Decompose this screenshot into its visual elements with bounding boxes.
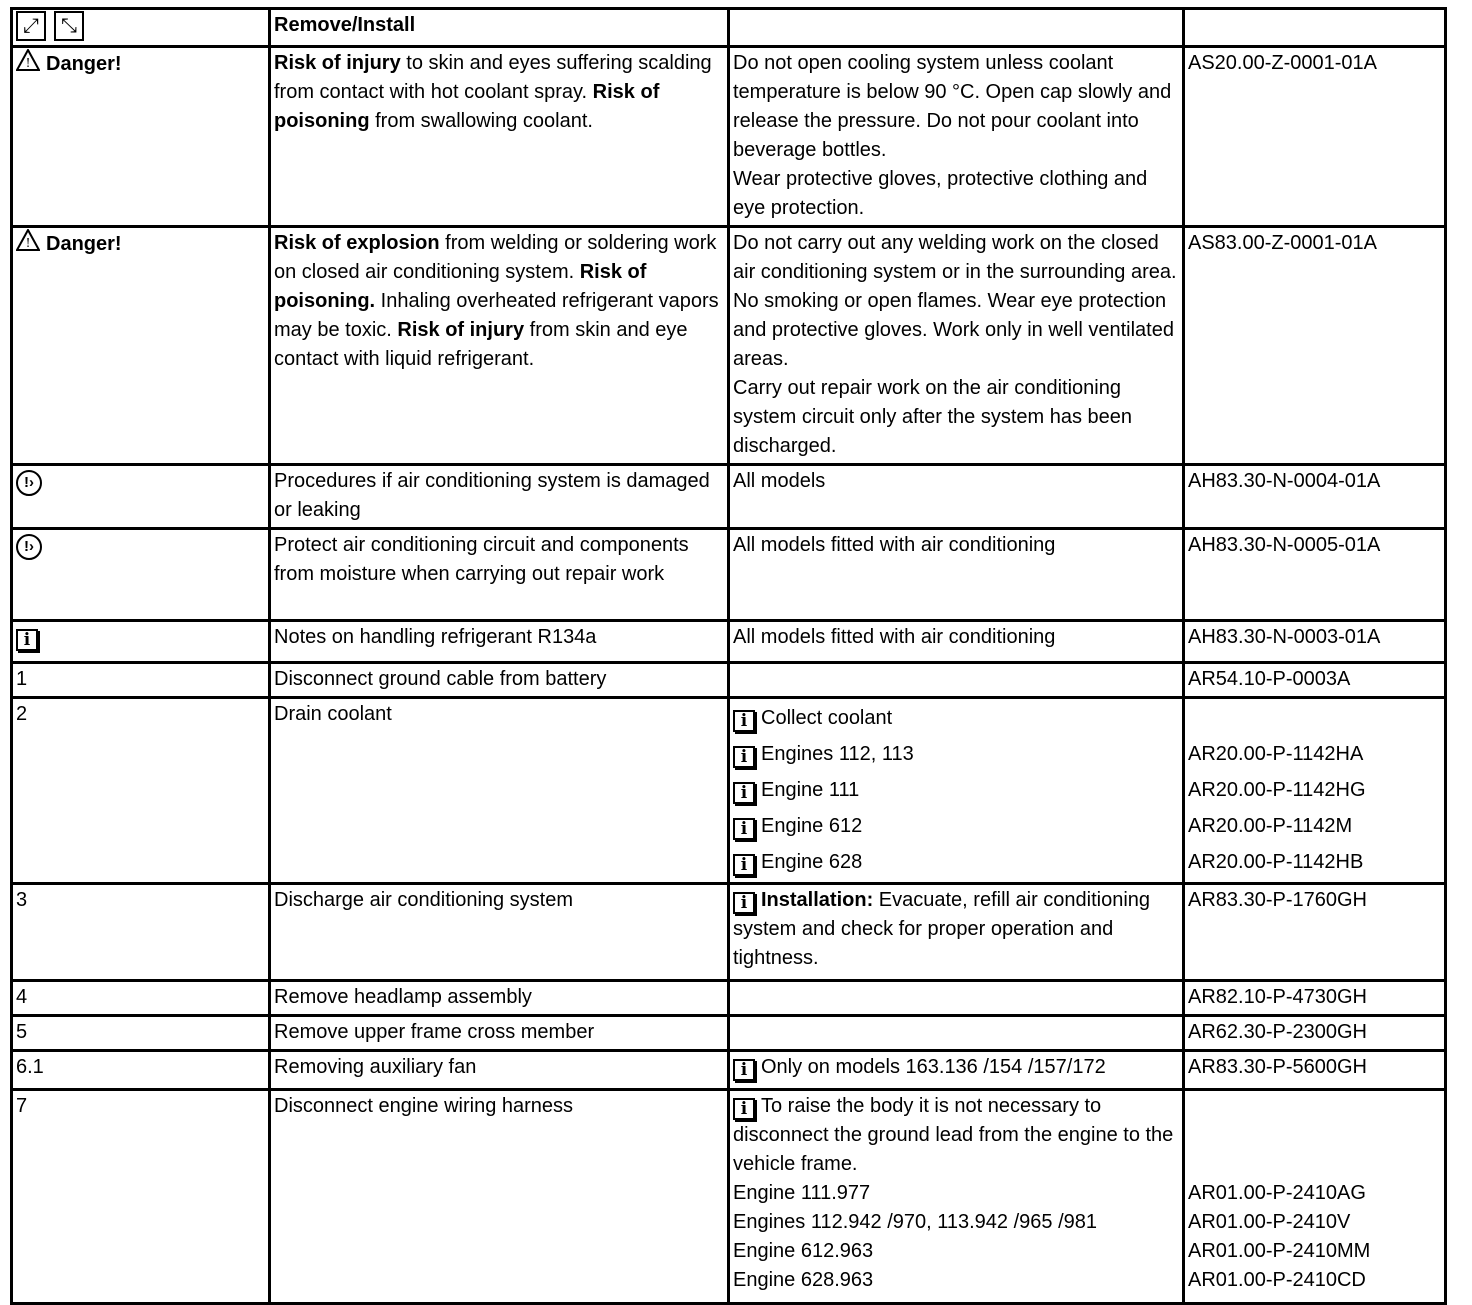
description-text: Disconnect ground cable from battery bbox=[274, 668, 607, 690]
note bbox=[733, 1179, 1179, 1208]
reference-link[interactable]: AR54.10-P-0003A bbox=[1188, 668, 1351, 690]
info-icon: i bbox=[733, 1059, 755, 1081]
reference-link[interactable]: AR01.00-P-2410AG bbox=[1188, 1182, 1366, 1204]
description bbox=[274, 665, 724, 694]
description-text: Inhaling overheated refrigerant vapors may be toxic. bbox=[274, 290, 719, 341]
step-cell bbox=[12, 884, 270, 981]
reference-cell bbox=[1184, 227, 1446, 465]
spacer bbox=[1188, 1092, 1441, 1121]
note bbox=[733, 736, 1179, 772]
description-text: Remove upper frame cross member bbox=[274, 1021, 595, 1043]
step-number: 1 bbox=[16, 668, 28, 690]
description-text: Removing auxiliary fan bbox=[274, 1056, 477, 1078]
note-text: Carry out repair work on the air conditioning system circuit only after the system has been discharged. bbox=[733, 377, 1133, 457]
description bbox=[274, 49, 724, 136]
spacer bbox=[1188, 700, 1441, 736]
description bbox=[274, 1092, 724, 1121]
step-cell bbox=[12, 981, 270, 1016]
description-cell bbox=[270, 698, 729, 884]
reference-link[interactable]: AR83.30-P-1760GH bbox=[1188, 889, 1367, 911]
description bbox=[274, 229, 724, 374]
step-cell bbox=[12, 47, 270, 227]
notes-cell bbox=[729, 981, 1184, 1016]
description-text: from skin and eye contact with liquid refrigerant. bbox=[274, 319, 688, 370]
reference-cell bbox=[1184, 1090, 1446, 1304]
reference-link[interactable]: AR20.00-P-1142HA bbox=[1188, 743, 1364, 765]
note-text: Wear protective gloves, protective clothing and eye protection. bbox=[733, 168, 1148, 219]
description bbox=[274, 983, 724, 1012]
note bbox=[733, 886, 1179, 973]
notes-cell bbox=[729, 227, 1184, 465]
note-label: Installation: bbox=[761, 889, 874, 911]
step-cell bbox=[12, 663, 270, 698]
info-icon: i bbox=[733, 746, 755, 768]
step-cell bbox=[12, 698, 270, 884]
description-cell bbox=[270, 1016, 729, 1051]
note bbox=[733, 374, 1179, 461]
collapse-icon[interactable]: ⤡ bbox=[54, 11, 84, 41]
reference-cell bbox=[1184, 884, 1446, 981]
reference-link[interactable]: AR01.00-P-2410V bbox=[1188, 1211, 1351, 1233]
note-text: Engine 111 bbox=[761, 779, 860, 801]
reference-cell bbox=[1184, 47, 1446, 227]
note bbox=[733, 467, 1179, 496]
reference-link[interactable]: AR20.00-P-1142HB bbox=[1188, 851, 1364, 873]
note-text: Engine 612 bbox=[761, 815, 863, 837]
description-cell bbox=[270, 884, 729, 981]
notes-cell bbox=[729, 1016, 1184, 1051]
table-row bbox=[12, 698, 1446, 884]
note-text: All models fitted with air conditioning bbox=[733, 626, 1056, 648]
note bbox=[733, 808, 1179, 844]
reference-cell bbox=[1184, 621, 1446, 663]
reference-cell bbox=[1184, 529, 1446, 621]
svg-text:!: ! bbox=[25, 236, 31, 250]
step-cell bbox=[12, 227, 270, 465]
notes-cell bbox=[729, 465, 1184, 529]
table-row bbox=[12, 47, 1446, 227]
reference-cell bbox=[1184, 1016, 1446, 1051]
info-icon: i bbox=[733, 892, 755, 914]
reference-link[interactable]: AR20.00-P-1142M bbox=[1188, 815, 1353, 837]
notes-cell bbox=[729, 1051, 1184, 1090]
note-text: Engine 612.963 bbox=[733, 1240, 874, 1262]
table-row bbox=[12, 1051, 1446, 1090]
table-row bbox=[12, 529, 1446, 621]
note-text: Do not open cooling system unless coolant temperature is below 90 °C. Open cap slowly and release the pressure. Do not pour coolant into beverage bottles. bbox=[733, 52, 1172, 161]
hint-icon: !› bbox=[16, 470, 42, 496]
reference-link[interactable]: AR83.30-P-5600GH bbox=[1188, 1056, 1367, 1078]
notes-cell bbox=[729, 1090, 1184, 1304]
note bbox=[733, 844, 1179, 880]
note bbox=[733, 1208, 1179, 1237]
description-text: Drain coolant bbox=[274, 703, 392, 725]
description-cell bbox=[270, 981, 729, 1016]
table-row bbox=[12, 621, 1446, 663]
step-number: 6.1 bbox=[16, 1056, 44, 1078]
description bbox=[274, 623, 724, 652]
description-cell bbox=[270, 663, 729, 698]
reference-link[interactable]: AR01.00-P-2410MM bbox=[1188, 1240, 1371, 1262]
step-number: 2 bbox=[16, 703, 28, 725]
section-title: Remove/Install bbox=[274, 14, 416, 36]
note bbox=[733, 165, 1179, 223]
note-text: To raise the body it is not necessary to disconnect the ground lead from the engine to the vehicle frame. bbox=[733, 1095, 1174, 1175]
notes-cell bbox=[729, 884, 1184, 981]
note-text: Engine 628 bbox=[761, 851, 863, 873]
notes-cell bbox=[729, 698, 1184, 884]
reference-cell bbox=[1184, 663, 1446, 698]
note bbox=[733, 531, 1179, 560]
description bbox=[274, 1053, 724, 1082]
expand-icon[interactable]: ⤢ bbox=[16, 11, 46, 41]
reference-link[interactable]: AR20.00-P-1142HG bbox=[1188, 779, 1366, 801]
description-text: Procedures if air conditioning system is damaged or leaking bbox=[274, 470, 710, 521]
note bbox=[733, 1053, 1179, 1082]
note-text: Do not carry out any welding work on the closed air conditioning system or in the surrounding area. No smoking or open flames. Wear eye protection and protective gloves. Work only in well ventilated areas. bbox=[733, 232, 1177, 370]
table-row bbox=[12, 1016, 1446, 1051]
info-icon: i bbox=[16, 629, 38, 651]
risk-label: Risk of injury bbox=[397, 319, 525, 341]
step-cell bbox=[12, 621, 270, 663]
reference-link[interactable]: AH83.30-N-0004-01A bbox=[1188, 470, 1381, 492]
risk-label: Risk of poisoning. bbox=[274, 261, 647, 312]
step-cell bbox=[12, 529, 270, 621]
reference-link[interactable]: AR62.30-P-2300GH bbox=[1188, 1021, 1367, 1043]
spacer bbox=[1188, 1150, 1441, 1179]
description-cell bbox=[270, 47, 729, 227]
note-text: Evacuate, refill air conditioning system and check for proper operation and tightness. bbox=[733, 889, 1151, 969]
reference-cell bbox=[1184, 698, 1446, 884]
description-text: Remove headlamp assembly bbox=[274, 986, 532, 1008]
description bbox=[274, 467, 724, 525]
risk-label: Risk of poisoning bbox=[274, 81, 660, 132]
description bbox=[274, 1018, 724, 1047]
step-number: 7 bbox=[16, 1095, 28, 1117]
danger-label: Danger! bbox=[46, 232, 122, 255]
reference-cell bbox=[1184, 981, 1446, 1016]
step-number: 3 bbox=[16, 889, 28, 911]
description-text: Disconnect engine wiring harness bbox=[274, 1095, 574, 1117]
reference-link[interactable]: AR01.00-P-2410CD bbox=[1188, 1269, 1366, 1291]
note-text: All models fitted with air conditioning bbox=[733, 534, 1056, 556]
reference-link[interactable]: AH83.30-N-0005-01A bbox=[1188, 534, 1381, 556]
description bbox=[274, 886, 724, 915]
reference-link[interactable]: AH83.30-N-0003-01A bbox=[1188, 626, 1381, 648]
notes-cell bbox=[729, 529, 1184, 621]
info-icon: i bbox=[733, 818, 755, 840]
table-row bbox=[12, 663, 1446, 698]
risk-label: Risk of explosion bbox=[274, 232, 440, 254]
reference-link[interactable]: AS83.00-Z-0001-01A bbox=[1188, 232, 1378, 254]
step-number: 4 bbox=[16, 986, 28, 1008]
note bbox=[733, 1266, 1179, 1295]
step-cell bbox=[12, 465, 270, 529]
step-cell bbox=[12, 1051, 270, 1090]
description-text: to skin and eyes suffering scalding from contact with hot coolant spray. bbox=[274, 52, 712, 103]
note bbox=[733, 49, 1179, 165]
info-icon: i bbox=[733, 710, 755, 732]
note-text: Engines 112.942 /970, 113.942 /965 /981 bbox=[733, 1211, 1098, 1233]
reference-cell bbox=[1184, 465, 1446, 529]
description-cell bbox=[270, 621, 729, 663]
danger-label: Danger! bbox=[46, 52, 122, 75]
note-text: Engine 628.963 bbox=[733, 1269, 874, 1291]
note-text: Engines 112, 113 bbox=[761, 743, 914, 765]
info-icon: i bbox=[733, 782, 755, 804]
reference-link[interactable]: AR82.10-P-4730GH bbox=[1188, 986, 1367, 1008]
description bbox=[274, 531, 724, 589]
note bbox=[733, 623, 1179, 652]
notes-cell bbox=[729, 47, 1184, 227]
note bbox=[733, 1237, 1179, 1266]
description-text: from welding or soldering work on closed air conditioning system. bbox=[274, 232, 717, 283]
description-cell bbox=[270, 1090, 729, 1304]
description-cell bbox=[270, 1051, 729, 1090]
table-row bbox=[12, 981, 1446, 1016]
info-icon: i bbox=[733, 1098, 755, 1120]
svg-text:!: ! bbox=[25, 56, 31, 70]
note-text: Engine 111.977 bbox=[733, 1182, 871, 1204]
step-cell bbox=[12, 1090, 270, 1304]
warning-triangle-icon bbox=[16, 229, 40, 260]
step-number: 5 bbox=[16, 1021, 28, 1043]
table-row bbox=[12, 884, 1446, 981]
hint-icon: !› bbox=[16, 534, 42, 560]
note bbox=[733, 1092, 1179, 1179]
warning-triangle-icon bbox=[16, 49, 40, 80]
notes-cell bbox=[729, 621, 1184, 663]
header-row bbox=[12, 9, 1446, 47]
reference-cell bbox=[1184, 1051, 1446, 1090]
description-text: Discharge air conditioning system bbox=[274, 889, 574, 911]
description bbox=[274, 700, 724, 729]
note bbox=[733, 700, 1179, 736]
note bbox=[733, 772, 1179, 808]
note-text: Only on models 163.136 /154 /157/172 bbox=[761, 1056, 1106, 1078]
info-icon: i bbox=[733, 854, 755, 876]
description-cell bbox=[270, 529, 729, 621]
risk-label: Risk of injury bbox=[274, 52, 401, 74]
table-row bbox=[12, 1090, 1446, 1304]
procedure-table bbox=[10, 7, 1447, 1305]
description-text: Notes on handling refrigerant R134a bbox=[274, 626, 597, 648]
description-cell bbox=[270, 227, 729, 465]
note-text: Collect coolant bbox=[761, 707, 893, 729]
note bbox=[733, 229, 1179, 374]
description-cell bbox=[270, 465, 729, 529]
description-text: Protect air conditioning circuit and components from moisture when carrying out repair work bbox=[274, 534, 689, 585]
note-text: All models bbox=[733, 470, 826, 492]
description-text: from swallowing coolant. bbox=[369, 110, 593, 132]
step-cell bbox=[12, 1016, 270, 1051]
reference-link[interactable]: AS20.00-Z-0001-01A bbox=[1188, 52, 1378, 74]
spacer bbox=[1188, 1121, 1441, 1150]
table-row bbox=[12, 465, 1446, 529]
notes-cell bbox=[729, 663, 1184, 698]
table-row bbox=[12, 227, 1446, 465]
